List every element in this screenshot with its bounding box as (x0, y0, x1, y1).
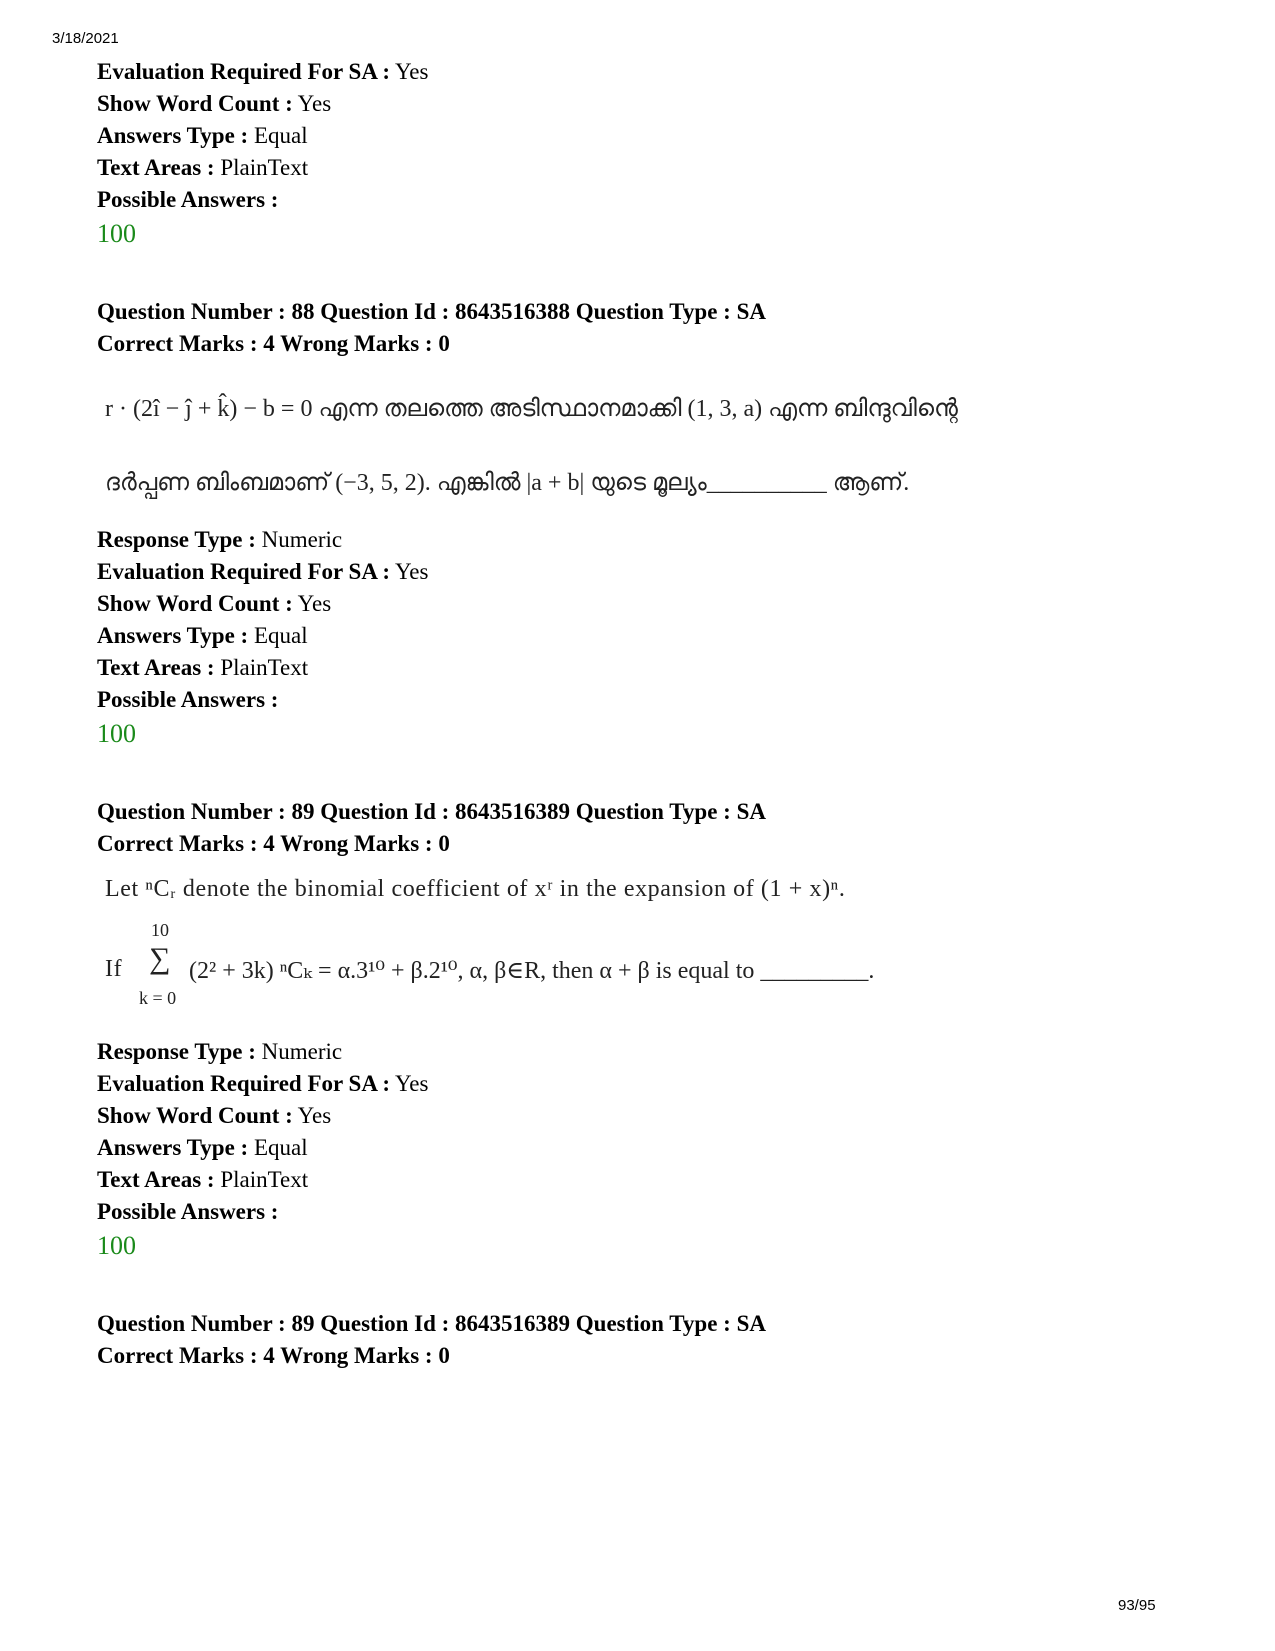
malayalam-text: യുടെ മൂല്യം__________ (590, 470, 827, 496)
malayalam-text: ആണ്. (832, 470, 910, 496)
field-evaluation-required: Evaluation Required For SA : Yes (97, 559, 429, 584)
field-possible-answers: Possible Answers : (97, 687, 279, 712)
page-content (97, 56, 1157, 1372)
field-text-areas: Text Areas : PlainText (97, 655, 309, 680)
field-answers-type: Answers Type : Equal (97, 123, 308, 148)
summation-expression: (2² + 3k) ⁿCₖ = α.3¹⁰ + β.2¹⁰, α, β∈R, then α + β is equal to _________. (189, 958, 875, 984)
prev-question-meta (97, 56, 1157, 252)
print-date: 3/18/2021 (52, 30, 119, 47)
question-marks: Correct Marks : 4 Wrong Marks : 0 (97, 331, 450, 356)
possible-answer-value: 100 (97, 1231, 136, 1260)
sum-upper-limit: 10 (151, 920, 169, 940)
question-88 (97, 296, 1157, 752)
question-89 (97, 796, 1157, 1264)
absolute-value-expression: |a + b| (526, 470, 585, 496)
sum-lower-limit: k = 0 (139, 988, 177, 1008)
field-possible-answers: Possible Answers : (97, 187, 279, 212)
field-show-word-count: Show Word Count : Yes (97, 1103, 332, 1128)
question-marks: Correct Marks : 4 Wrong Marks : 0 (97, 831, 450, 856)
summation-symbol: ∑ (149, 942, 171, 975)
possible-answer-value: 100 (97, 719, 136, 748)
page-number: 93/95 (1118, 1597, 1156, 1614)
plane-equation: r · (2î − ĵ + k̂) − b = 0 (105, 396, 313, 422)
question-heading: Question Number : 89 Question Id : 8643516389 Question Type : SA (97, 799, 766, 824)
question-line-1: Let ⁿCᵣ denote the binomial coefficient of xʳ in the expansion of (1 + x)ⁿ. (105, 876, 846, 902)
field-evaluation-required: Evaluation Required For SA : Yes (97, 1071, 429, 1096)
question-heading: Question Number : 88 Question Id : 8643516388 Question Type : SA (97, 299, 766, 324)
field-answers-type: Answers Type : Equal (97, 1135, 308, 1160)
field-text-areas: Text Areas : PlainText (97, 1167, 309, 1192)
question-text (105, 860, 1157, 1036)
possible-answer-value: 100 (97, 219, 136, 248)
field-show-word-count: Show Word Count : Yes (97, 91, 332, 116)
field-possible-answers: Possible Answers : (97, 1199, 279, 1224)
field-answers-type: Answers Type : Equal (97, 623, 308, 648)
malayalam-text: എങ്കിൽ (436, 470, 521, 496)
point-coordinates: (1, 3, a) (687, 396, 763, 422)
question-89-repeat (97, 1308, 1157, 1372)
malayalam-text: എന്ന തലത്തെ അടിസ്ഥാനമാക്കി (318, 396, 682, 422)
image-point-coordinates: (−3, 5, 2). (335, 470, 431, 496)
field-response-type: Response Type : Numeric (97, 527, 343, 552)
malayalam-text: ദർപ്പണ ബിംബമാണ് (105, 470, 330, 496)
field-show-word-count: Show Word Count : Yes (97, 591, 332, 616)
question-marks: Correct Marks : 4 Wrong Marks : 0 (97, 1343, 450, 1368)
field-text-areas: Text Areas : PlainText (97, 155, 309, 180)
question-text (105, 360, 1157, 524)
field-evaluation-required: Evaluation Required For SA : Yes (97, 59, 429, 84)
question-heading: Question Number : 89 Question Id : 8643516389 Question Type : SA (97, 1311, 766, 1336)
field-response-type: Response Type : Numeric (97, 1039, 343, 1064)
malayalam-text: എന്ന ബിന്ദുവിന്റെ (768, 396, 958, 422)
question-line-2 (105, 956, 122, 983)
if-word: If (105, 956, 123, 982)
